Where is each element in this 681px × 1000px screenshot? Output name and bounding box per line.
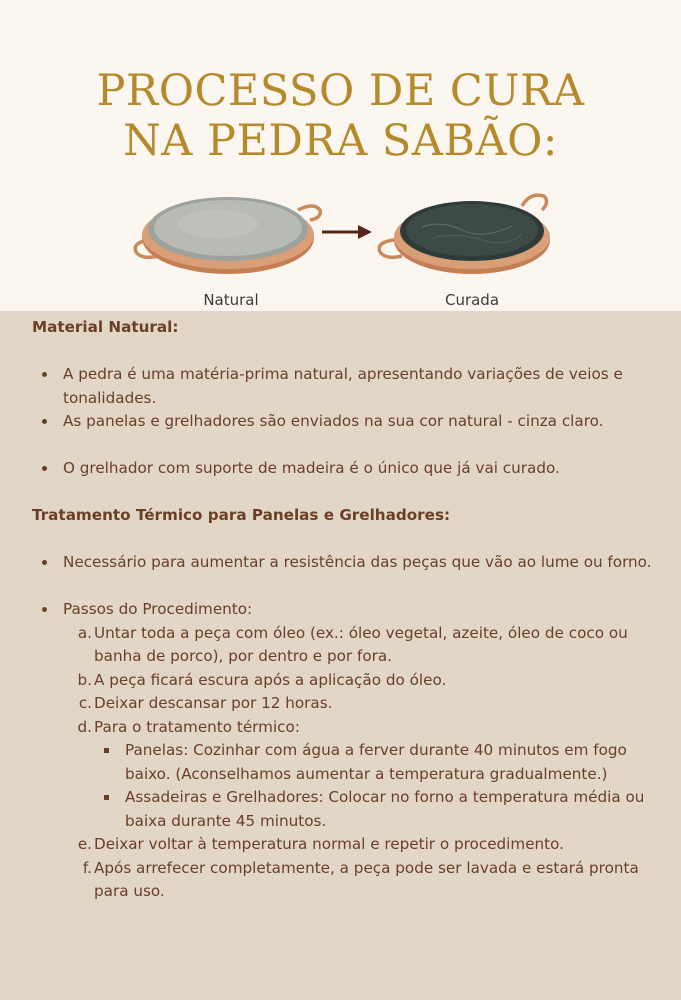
list-item: O grelhador com suporte de madeira é o único que já vai curado.: [32, 457, 652, 481]
arrow-right-icon: [320, 222, 374, 242]
list-item: [32, 598, 652, 904]
step-text: Deixar descansar por 12 horas.: [94, 694, 333, 712]
step-marker: b.: [77, 670, 92, 689]
step-text: A peça ficará escura após a aplicação do óleo.: [94, 670, 447, 689]
step-item: [63, 622, 652, 669]
step-marker: c.: [78, 694, 92, 712]
step-marker: e.: [77, 835, 92, 853]
section-heading-tratamento: Tratamento Térmico para Panelas e Grelhadores:: [32, 506, 451, 524]
natural-pan-image: [128, 182, 328, 282]
step-item: [63, 716, 652, 834]
step-item: [63, 669, 652, 693]
list-item: Necessário para aumentar a resistência das peças que vão ao lume ou forno.: [32, 551, 652, 575]
step-item: [63, 833, 652, 857]
step-item: [63, 857, 652, 904]
step-marker: f.: [82, 858, 92, 877]
step-text: Após arrefecer completamente, a peça pode ser lavada e estará pronta para uso.: [94, 858, 639, 900]
step-marker: a.: [77, 623, 92, 642]
header-area: [0, 0, 681, 311]
list-item: A pedra é uma matéria-prima natural, apresentando variações de veios e tonalidades.: [32, 363, 652, 410]
material-list-extra: [32, 457, 652, 481]
instructions-panel: [32, 316, 652, 904]
step-marker: d.: [77, 717, 92, 736]
step-text: Para o tratamento térmico:: [94, 717, 300, 736]
material-list: [32, 363, 652, 434]
step-text: Untar toda a peça com óleo (ex.: óleo vegetal, azeite, óleo de coco ou banha de porco), por dentro e por fora.: [94, 623, 628, 665]
procedure-list: [32, 598, 652, 904]
caption-curada: Curada: [444, 291, 500, 309]
substeps-list: [94, 739, 652, 833]
page-title: [0, 66, 681, 166]
list-item: As panelas e grelhadores são enviados na sua cor natural - cinza claro.: [32, 410, 652, 434]
steps-list: [63, 622, 652, 904]
substep-item: Assadeiras e Grelhadores: Colocar no forno a temperatura média ou baixa durante 45 minutos.: [94, 786, 652, 833]
cured-pan-image: [372, 182, 572, 282]
title-line-2: NA PEDRA SABÃO:: [123, 116, 558, 166]
caption-natural: Natural: [203, 291, 259, 309]
title-line-1: PROCESSO DE CURA: [96, 66, 585, 116]
tratamento-list: [32, 551, 652, 575]
step-text: Deixar voltar à temperatura normal e repetir o procedimento.: [94, 835, 564, 853]
substep-item: Panelas: Cozinhar com água a ferver durante 40 minutos em fogo baixo. (Aconselhamos aumentar a temperatura gradualmente.): [94, 739, 652, 786]
step-item: [63, 692, 652, 716]
section-heading-material: Material Natural:: [32, 318, 179, 336]
procedure-heading: Passos do Procedimento:: [63, 600, 253, 618]
